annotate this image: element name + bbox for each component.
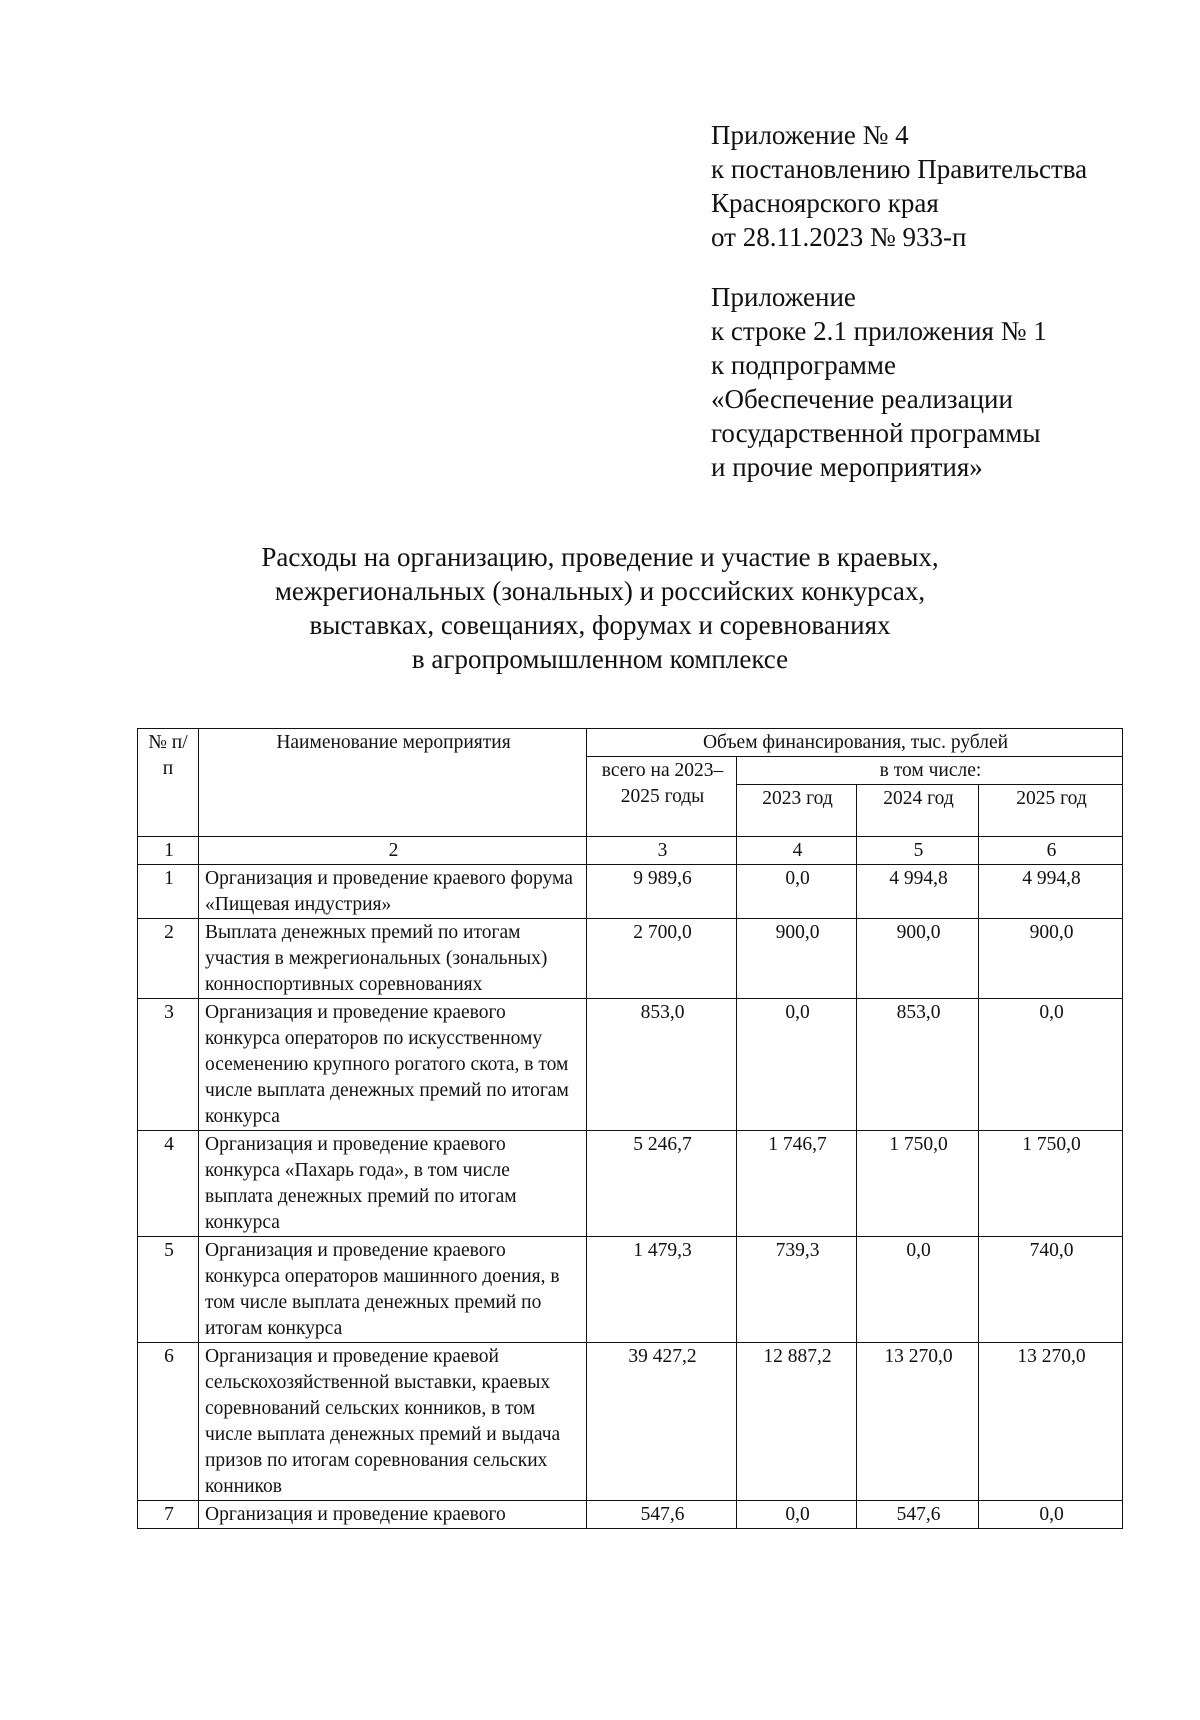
row-2024: 853,0	[857, 999, 979, 1131]
row-num: 1	[138, 865, 199, 919]
table-row	[138, 999, 1123, 1131]
row-2025: 1 750,0	[979, 1131, 1123, 1237]
row-num: 5	[138, 1237, 199, 1343]
column-number: 4	[737, 837, 857, 865]
row-2025: 4 994,8	[979, 865, 1123, 919]
row-2025: 13 270,0	[979, 1343, 1123, 1501]
row-2023: 0,0	[737, 865, 857, 919]
table-row	[138, 1343, 1123, 1501]
row-2023: 0,0	[737, 1501, 857, 1529]
row-2024: 4 994,8	[857, 865, 979, 919]
title-line: в агропромышленном комплексе	[411, 644, 789, 674]
table-row	[138, 1237, 1123, 1343]
annex-sub-line: государственной программы	[711, 418, 1041, 448]
row-name: Организация и проведение краевого конкурса «Пахарь года», в том числе выплата денежных премий по итогам конкурса	[199, 1131, 587, 1237]
annex-main-line: Красноярского края	[711, 188, 939, 218]
row-2024: 1 750,0	[857, 1131, 979, 1237]
row-2025: 740,0	[979, 1237, 1123, 1343]
header-volume: Объем финансирования, тыс. рублей	[587, 729, 1123, 757]
row-2023: 12 887,2	[737, 1343, 857, 1501]
header-2023: 2023 год	[737, 785, 857, 837]
column-number-row	[138, 837, 1123, 865]
title-line: межрегиональных (зональных) и российских конкурсах,	[274, 576, 926, 606]
row-2024: 547,6	[857, 1501, 979, 1529]
annex-sub-line: Приложение	[711, 282, 856, 312]
row-num: 3	[138, 999, 199, 1131]
row-total: 2 700,0	[587, 919, 737, 999]
table-row	[138, 1501, 1123, 1529]
row-name: Организация и проведение краевого	[199, 1501, 587, 1529]
row-2023: 0,0	[737, 999, 857, 1131]
row-total: 547,6	[587, 1501, 737, 1529]
table-row	[138, 1131, 1123, 1237]
annex-sub-line: «Обеспечение реализации	[711, 384, 1013, 414]
annex-sub-block	[711, 280, 1047, 484]
row-name: Организация и проведение краевого конкурса операторов машинного доения, в том числе выплата денежных премий по итогам конкурса	[199, 1237, 587, 1343]
header-2025: 2025 год	[979, 785, 1123, 837]
table-header-row	[138, 729, 1123, 757]
column-number: 1	[138, 837, 199, 865]
row-name: Организация и проведение краевого форума «Пищевая индустрия»	[199, 865, 587, 919]
row-name: Организация и проведение краевого конкурса операторов по искусственному осеменению крупного рогатого скота, в том числе выплата денежных премий по итогам конкурса	[199, 999, 587, 1131]
row-2025: 900,0	[979, 919, 1123, 999]
annex-main-block	[711, 118, 1087, 254]
row-2024: 900,0	[857, 919, 979, 999]
row-num: 6	[138, 1343, 199, 1501]
table-row	[138, 865, 1123, 919]
header-including: в том числе:	[737, 757, 1123, 785]
annex-sub-line: и прочие мероприятия»	[711, 452, 983, 482]
annex-sub-line: к подпрограмме	[711, 350, 896, 380]
row-name: Организация и проведение краевой сельскохозяйственной выставки, краевых соревнований сельских конников, в том числе выплата денежных премий и выдача призов по итогам соревнования сельских конников	[199, 1343, 587, 1501]
table-row	[138, 919, 1123, 999]
annex-sub-line: к строке 2.1 приложения № 1	[711, 316, 1047, 346]
annex-main-line: к постановлению Правительства	[711, 154, 1088, 184]
title-line: выставках, совещаниях, форумах и соревнованиях	[309, 610, 891, 640]
row-2024: 13 270,0	[857, 1343, 979, 1501]
column-number: 2	[199, 837, 587, 865]
row-2023: 1 746,7	[737, 1131, 857, 1237]
header-name: Наименование мероприятия	[199, 729, 587, 837]
row-2023: 739,3	[737, 1237, 857, 1343]
column-number: 5	[857, 837, 979, 865]
column-number: 3	[587, 837, 737, 865]
row-2023: 900,0	[737, 919, 857, 999]
row-2025: 0,0	[979, 1501, 1123, 1529]
header-total: всего на 2023–2025 годы	[587, 757, 737, 837]
header-num: № п/п	[138, 729, 199, 837]
title-line: Расходы на организацию, проведение и участие в краевых,	[261, 542, 939, 572]
annex-main-line: от 28.11.2023 № 933-п	[711, 222, 967, 252]
row-2024: 0,0	[857, 1237, 979, 1343]
document-title	[100, 540, 1100, 676]
row-total: 39 427,2	[587, 1343, 737, 1501]
row-name: Выплата денежных премий по итогам участия в межрегиональных (зональных) конноспортивных соревнованиях	[199, 919, 587, 999]
row-total: 853,0	[587, 999, 737, 1131]
row-total: 5 246,7	[587, 1131, 737, 1237]
column-number: 6	[979, 837, 1123, 865]
row-total: 1 479,3	[587, 1237, 737, 1343]
row-num: 4	[138, 1131, 199, 1237]
annex-main-line: Приложение № 4	[711, 120, 909, 150]
row-2025: 0,0	[979, 999, 1123, 1131]
financing-table	[137, 728, 1123, 1529]
row-num: 7	[138, 1501, 199, 1529]
row-total: 9 989,6	[587, 865, 737, 919]
row-num: 2	[138, 919, 199, 999]
header-2024: 2024 год	[857, 785, 979, 837]
